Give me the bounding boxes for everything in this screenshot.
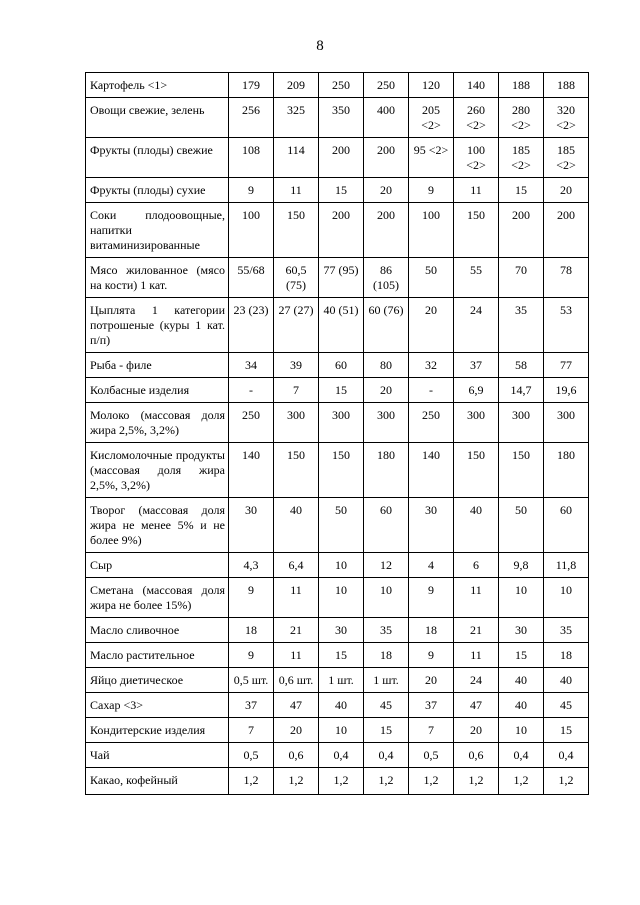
value-cell: 45	[364, 693, 409, 718]
value-cell: 0,6 шт.	[274, 668, 319, 693]
value-cell: 140	[229, 443, 274, 498]
value-cell: 180	[364, 443, 409, 498]
product-name-cell: Рыба - филе	[86, 353, 229, 378]
table-row	[86, 768, 589, 795]
value-cell: 1,2	[229, 768, 274, 795]
value-cell: 120	[409, 73, 454, 98]
value-cell: 0,5	[409, 743, 454, 768]
table-row	[86, 618, 589, 643]
product-name-cell: Соки плодоовощные, напитки витаминизированные	[86, 203, 229, 258]
table-row	[86, 498, 589, 553]
value-cell: 4,3	[229, 553, 274, 578]
value-cell: 58	[499, 353, 544, 378]
value-cell: 60	[364, 498, 409, 553]
value-cell: 15	[499, 643, 544, 668]
value-cell: 40	[274, 498, 319, 553]
value-cell: 10	[544, 578, 589, 618]
value-cell: 0,6	[274, 743, 319, 768]
value-cell: 6	[454, 553, 499, 578]
value-cell: 1 шт.	[319, 668, 364, 693]
value-cell: 150	[274, 443, 319, 498]
value-cell: 40	[319, 693, 364, 718]
value-cell: 0,5	[229, 743, 274, 768]
value-cell: 1,2	[544, 768, 589, 795]
value-cell: 12	[364, 553, 409, 578]
value-cell: 18	[229, 618, 274, 643]
table-row	[86, 73, 589, 98]
value-cell: 11,8	[544, 553, 589, 578]
value-cell: 7	[274, 378, 319, 403]
value-cell: 77	[544, 353, 589, 378]
value-cell: 150	[499, 443, 544, 498]
value-cell: 18	[364, 643, 409, 668]
value-cell: 10	[364, 578, 409, 618]
value-cell: 47	[454, 693, 499, 718]
value-cell: 20	[454, 718, 499, 743]
value-cell: 15	[319, 378, 364, 403]
product-name-cell: Цыплята 1 категории потрошеные (куры 1 кат. п/п)	[86, 298, 229, 353]
value-cell: 24	[454, 668, 499, 693]
table-row	[86, 298, 589, 353]
value-cell: 1,2	[364, 768, 409, 795]
value-cell: 27 (27)	[274, 298, 319, 353]
value-cell: 37	[454, 353, 499, 378]
value-cell: 40	[499, 668, 544, 693]
value-cell: 35	[364, 618, 409, 643]
value-cell: 30	[319, 618, 364, 643]
value-cell: 9	[409, 178, 454, 203]
value-cell: 78	[544, 258, 589, 298]
product-name-cell: Какао, кофейный	[86, 768, 229, 795]
value-cell: 250	[229, 403, 274, 443]
value-cell: 30	[229, 498, 274, 553]
value-cell: 11	[454, 578, 499, 618]
table-row	[86, 443, 589, 498]
value-cell: 37	[229, 693, 274, 718]
value-cell: 86 (105)	[364, 258, 409, 298]
product-name-cell: Творог (массовая доля жира не менее 5% и не более 9%)	[86, 498, 229, 553]
product-name-cell: Сыр	[86, 553, 229, 578]
value-cell: 140	[409, 443, 454, 498]
value-cell: 14,7	[499, 378, 544, 403]
value-cell: 77 (95)	[319, 258, 364, 298]
value-cell: 300	[454, 403, 499, 443]
value-cell: 200	[364, 138, 409, 178]
table-row	[86, 718, 589, 743]
value-cell: 21	[274, 618, 319, 643]
value-cell: 108	[229, 138, 274, 178]
value-cell: 9,8	[499, 553, 544, 578]
table-row	[86, 353, 589, 378]
product-name-cell: Молоко (массовая доля жира 2,5%, 3,2%)	[86, 403, 229, 443]
product-name-cell: Кисломолочные продукты (массовая доля жира 2,5%, 3,2%)	[86, 443, 229, 498]
value-cell: 150	[319, 443, 364, 498]
value-cell: 39	[274, 353, 319, 378]
product-name-cell: Кондитерские изделия	[86, 718, 229, 743]
value-cell: 10	[499, 578, 544, 618]
value-cell: 40 (51)	[319, 298, 364, 353]
table-row	[86, 403, 589, 443]
value-cell: 325	[274, 98, 319, 138]
value-cell: 100 <2>	[454, 138, 499, 178]
value-cell: 60	[544, 498, 589, 553]
value-cell: 60 (76)	[364, 298, 409, 353]
value-cell: 300	[274, 403, 319, 443]
value-cell: 250	[364, 73, 409, 98]
value-cell: 35	[499, 298, 544, 353]
value-cell: 40	[544, 668, 589, 693]
value-cell: 40	[499, 693, 544, 718]
value-cell: 37	[409, 693, 454, 718]
value-cell: 188	[544, 73, 589, 98]
page-number: 8	[316, 38, 324, 54]
value-cell: 20	[364, 178, 409, 203]
value-cell: 11	[274, 578, 319, 618]
value-cell: 18	[409, 618, 454, 643]
value-cell: 10	[319, 578, 364, 618]
value-cell: 10	[319, 718, 364, 743]
value-cell: 50	[409, 258, 454, 298]
value-cell: 250	[409, 403, 454, 443]
value-cell: 24	[454, 298, 499, 353]
table-row	[86, 643, 589, 668]
value-cell: 9	[229, 643, 274, 668]
product-name-cell: Колбасные изделия	[86, 378, 229, 403]
value-cell: 114	[274, 138, 319, 178]
value-cell: 34	[229, 353, 274, 378]
table-row	[86, 138, 589, 178]
value-cell: 60,5 (75)	[274, 258, 319, 298]
value-cell: 260 <2>	[454, 98, 499, 138]
value-cell: 140	[454, 73, 499, 98]
value-cell: 15	[319, 643, 364, 668]
table-row	[86, 203, 589, 258]
value-cell: 15	[499, 178, 544, 203]
value-cell: 9	[229, 178, 274, 203]
table-row	[86, 258, 589, 298]
value-cell: 55/68	[229, 258, 274, 298]
value-cell: 50	[499, 498, 544, 553]
value-cell: 300	[319, 403, 364, 443]
product-name-cell: Овощи свежие, зелень	[86, 98, 229, 138]
value-cell: 9	[229, 578, 274, 618]
product-name-cell: Картофель <1>	[86, 73, 229, 98]
value-cell: 4	[409, 553, 454, 578]
table-row	[86, 378, 589, 403]
value-cell: 40	[454, 498, 499, 553]
value-cell: 7	[409, 718, 454, 743]
value-cell: 19,6	[544, 378, 589, 403]
value-cell: 100	[409, 203, 454, 258]
value-cell: 0,4	[544, 743, 589, 768]
table-row	[86, 578, 589, 618]
value-cell: 1,2	[454, 768, 499, 795]
value-cell: 150	[274, 203, 319, 258]
value-cell: 95 <2>	[409, 138, 454, 178]
value-cell: 50	[319, 498, 364, 553]
value-cell: 200	[319, 138, 364, 178]
value-cell: 188	[499, 73, 544, 98]
value-cell: 15	[364, 718, 409, 743]
value-cell: 1,2	[319, 768, 364, 795]
value-cell: 55	[454, 258, 499, 298]
table-row	[86, 668, 589, 693]
value-cell: 250	[319, 73, 364, 98]
product-name-cell: Сахар <3>	[86, 693, 229, 718]
value-cell: -	[229, 378, 274, 403]
value-cell: 185 <2>	[499, 138, 544, 178]
value-cell: 11	[454, 643, 499, 668]
value-cell: 20	[274, 718, 319, 743]
food-norms-table	[85, 72, 589, 795]
value-cell: 11	[274, 643, 319, 668]
value-cell: 30	[409, 498, 454, 553]
value-cell: 6,4	[274, 553, 319, 578]
value-cell: 15	[319, 178, 364, 203]
value-cell: 11	[454, 178, 499, 203]
value-cell: 320 <2>	[544, 98, 589, 138]
value-cell: 35	[544, 618, 589, 643]
value-cell: 200	[499, 203, 544, 258]
value-cell: 350	[319, 98, 364, 138]
value-cell: 20	[409, 668, 454, 693]
value-cell: 6,9	[454, 378, 499, 403]
value-cell: 400	[364, 98, 409, 138]
value-cell: 280 <2>	[499, 98, 544, 138]
value-cell: 1,2	[409, 768, 454, 795]
value-cell: 1,2	[499, 768, 544, 795]
value-cell: 0,4	[319, 743, 364, 768]
value-cell: 180	[544, 443, 589, 498]
value-cell: 45	[544, 693, 589, 718]
value-cell: 1 шт.	[364, 668, 409, 693]
product-name-cell: Яйцо диетическое	[86, 668, 229, 693]
value-cell: 200	[319, 203, 364, 258]
value-cell: 300	[544, 403, 589, 443]
value-cell: 205 <2>	[409, 98, 454, 138]
product-name-cell: Масло сливочное	[86, 618, 229, 643]
value-cell: 21	[454, 618, 499, 643]
value-cell: 300	[364, 403, 409, 443]
table-row	[86, 743, 589, 768]
value-cell: 30	[499, 618, 544, 643]
value-cell: 0,6	[454, 743, 499, 768]
table-row	[86, 178, 589, 203]
value-cell: 7	[229, 718, 274, 743]
table-row	[86, 553, 589, 578]
value-cell: 200	[544, 203, 589, 258]
value-cell: 70	[499, 258, 544, 298]
product-name-cell: Мясо жилованное (мясо на кости) 1 кат.	[86, 258, 229, 298]
value-cell: 10	[499, 718, 544, 743]
value-cell: 11	[274, 178, 319, 203]
value-cell: 150	[454, 203, 499, 258]
value-cell: 80	[364, 353, 409, 378]
product-name-cell: Фрукты (плоды) сухие	[86, 178, 229, 203]
value-cell: 200	[364, 203, 409, 258]
product-name-cell: Сметана (массовая доля жира не более 15%)	[86, 578, 229, 618]
value-cell: 0,4	[499, 743, 544, 768]
product-name-cell: Масло растительное	[86, 643, 229, 668]
value-cell: 60	[319, 353, 364, 378]
value-cell: 9	[409, 578, 454, 618]
product-name-cell: Фрукты (плоды) свежие	[86, 138, 229, 178]
value-cell: 18	[544, 643, 589, 668]
value-cell: 20	[364, 378, 409, 403]
value-cell: 1,2	[274, 768, 319, 795]
value-cell: 15	[544, 718, 589, 743]
value-cell: 100	[229, 203, 274, 258]
table-row	[86, 693, 589, 718]
value-cell: -	[409, 378, 454, 403]
value-cell: 47	[274, 693, 319, 718]
value-cell: 256	[229, 98, 274, 138]
value-cell: 20	[544, 178, 589, 203]
value-cell: 23 (23)	[229, 298, 274, 353]
value-cell: 150	[454, 443, 499, 498]
value-cell: 185 <2>	[544, 138, 589, 178]
value-cell: 300	[499, 403, 544, 443]
value-cell: 209	[274, 73, 319, 98]
value-cell: 179	[229, 73, 274, 98]
value-cell: 32	[409, 353, 454, 378]
table-row	[86, 98, 589, 138]
value-cell: 53	[544, 298, 589, 353]
value-cell: 20	[409, 298, 454, 353]
value-cell: 9	[409, 643, 454, 668]
value-cell: 10	[319, 553, 364, 578]
value-cell: 0,5 шт.	[229, 668, 274, 693]
product-name-cell: Чай	[86, 743, 229, 768]
value-cell: 0,4	[364, 743, 409, 768]
